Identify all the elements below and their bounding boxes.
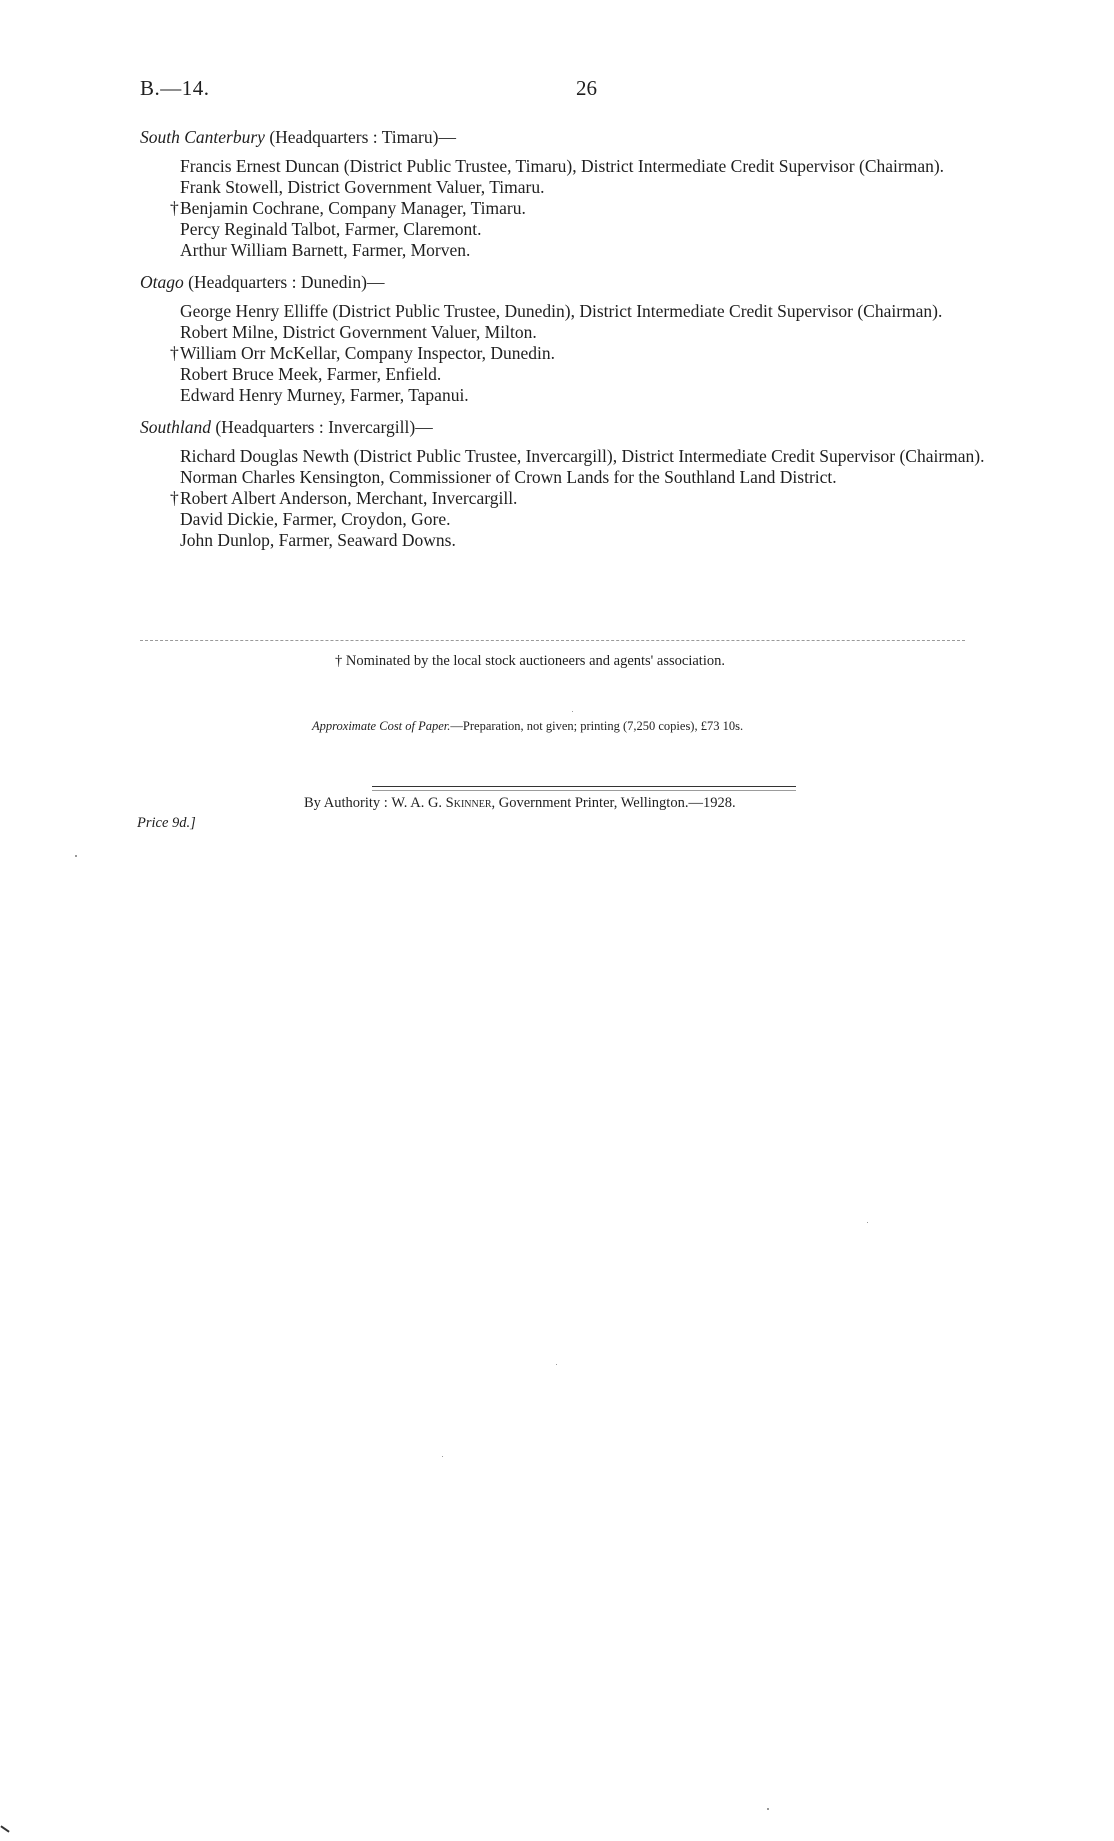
member-entry xyxy=(140,446,1040,467)
member-text: John Dunlop, Farmer, Seaward Downs. xyxy=(180,530,456,550)
authority-rule-inner xyxy=(372,790,796,791)
printer-imprint xyxy=(304,795,736,812)
member-text: Robert Albert Anderson, Merchant, Invercargill. xyxy=(180,488,518,508)
dagger-mark: † xyxy=(170,488,179,508)
page-reference: B.—14. xyxy=(140,76,210,100)
cost-text: —Preparation, not given; printing (7,250 copies), £73 10s. xyxy=(450,719,744,733)
headquarters-label: (Headquarters : Dunedin)— xyxy=(183,272,385,292)
authority-suffix: , Government Printer, Wellington.—1928. xyxy=(491,795,736,811)
district-heading xyxy=(140,271,1040,293)
cost-of-paper xyxy=(312,719,743,734)
member-entry xyxy=(140,530,1040,551)
price-label: Price 9d.] xyxy=(137,815,196,831)
member-entry xyxy=(140,240,1040,261)
scan-speck xyxy=(75,855,77,857)
district-section-south-canterbury xyxy=(140,126,1040,261)
member-entry xyxy=(140,509,1040,530)
scan-speck xyxy=(767,1808,769,1810)
member-text: William Orr McKellar, Company Inspector, Dunedin. xyxy=(180,343,556,363)
member-text: Arthur William Barnett, Farmer, Morven. xyxy=(180,240,471,260)
member-entry xyxy=(140,177,1040,198)
member-text: David Dickie, Farmer, Croydon, Gore. xyxy=(180,509,451,529)
headquarters-label: (Headquarters : Timaru)— xyxy=(264,127,456,147)
member-text: Frank Stowell, District Government Valuer, Timaru. xyxy=(180,177,545,197)
district-name: Otago xyxy=(140,272,184,292)
cost-label: Approximate Cost of Paper. xyxy=(312,719,451,733)
member-entry xyxy=(140,467,1040,488)
district-section-southland xyxy=(140,416,1040,551)
member-entry xyxy=(140,301,1040,322)
member-entry xyxy=(140,322,1040,343)
member-entry xyxy=(140,488,1040,509)
scan-corner-mark xyxy=(0,1825,9,1832)
member-text: Francis Ernest Duncan (District Public Trustee, Timaru), District Intermediate Credit Supervisor (Chairman). xyxy=(180,156,945,176)
printer-name: W. A. G. Skinner xyxy=(391,795,492,811)
scan-speck xyxy=(442,1456,443,1457)
member-text: Robert Bruce Meek, Farmer, Enfield. xyxy=(180,364,442,384)
member-entry xyxy=(140,219,1040,240)
member-entry xyxy=(140,385,1040,406)
authority-rule xyxy=(372,786,796,787)
district-heading xyxy=(140,126,1040,148)
member-entry xyxy=(140,343,1040,364)
dagger-mark: † xyxy=(170,198,179,218)
committee-list xyxy=(140,126,1040,561)
member-text: Percy Reginald Talbot, Farmer, Claremont. xyxy=(180,219,482,239)
member-text: Edward Henry Murney, Farmer, Tapanui. xyxy=(180,385,469,405)
district-section-otago xyxy=(140,271,1040,406)
member-text: Norman Charles Kensington, Commissioner of Crown Lands for the Southland Land District. xyxy=(180,467,837,487)
district-name: Southland xyxy=(140,417,211,437)
scan-speck xyxy=(572,711,573,712)
footnote: † Nominated by the local stock auctioneers and agents' association. xyxy=(335,653,725,669)
scan-speck xyxy=(867,1222,868,1223)
member-text: Benjamin Cochrane, Company Manager, Timaru. xyxy=(180,198,526,218)
authority-prefix: By Authority : xyxy=(304,795,392,811)
district-name: South Canterbury xyxy=(140,127,265,147)
member-text: George Henry Elliffe (District Public Trustee, Dunedin), District Intermediate Credit Supervisor (Chairman). xyxy=(180,301,943,321)
dagger-mark: † xyxy=(170,343,179,363)
headquarters-label: (Headquarters : Invercargill)— xyxy=(210,417,433,437)
section-divider xyxy=(140,640,965,641)
scan-speck xyxy=(556,1364,557,1365)
member-entry xyxy=(140,156,1040,177)
district-heading xyxy=(140,416,1040,438)
member-entry xyxy=(140,198,1040,219)
member-entry xyxy=(140,364,1040,385)
member-text: Richard Douglas Newth (District Public Trustee, Invercargill), District Intermediate Credit Supervisor (Chairman). xyxy=(180,446,985,466)
page-number: 26 xyxy=(576,76,597,100)
member-text: Robert Milne, District Government Valuer, Milton. xyxy=(180,322,537,342)
